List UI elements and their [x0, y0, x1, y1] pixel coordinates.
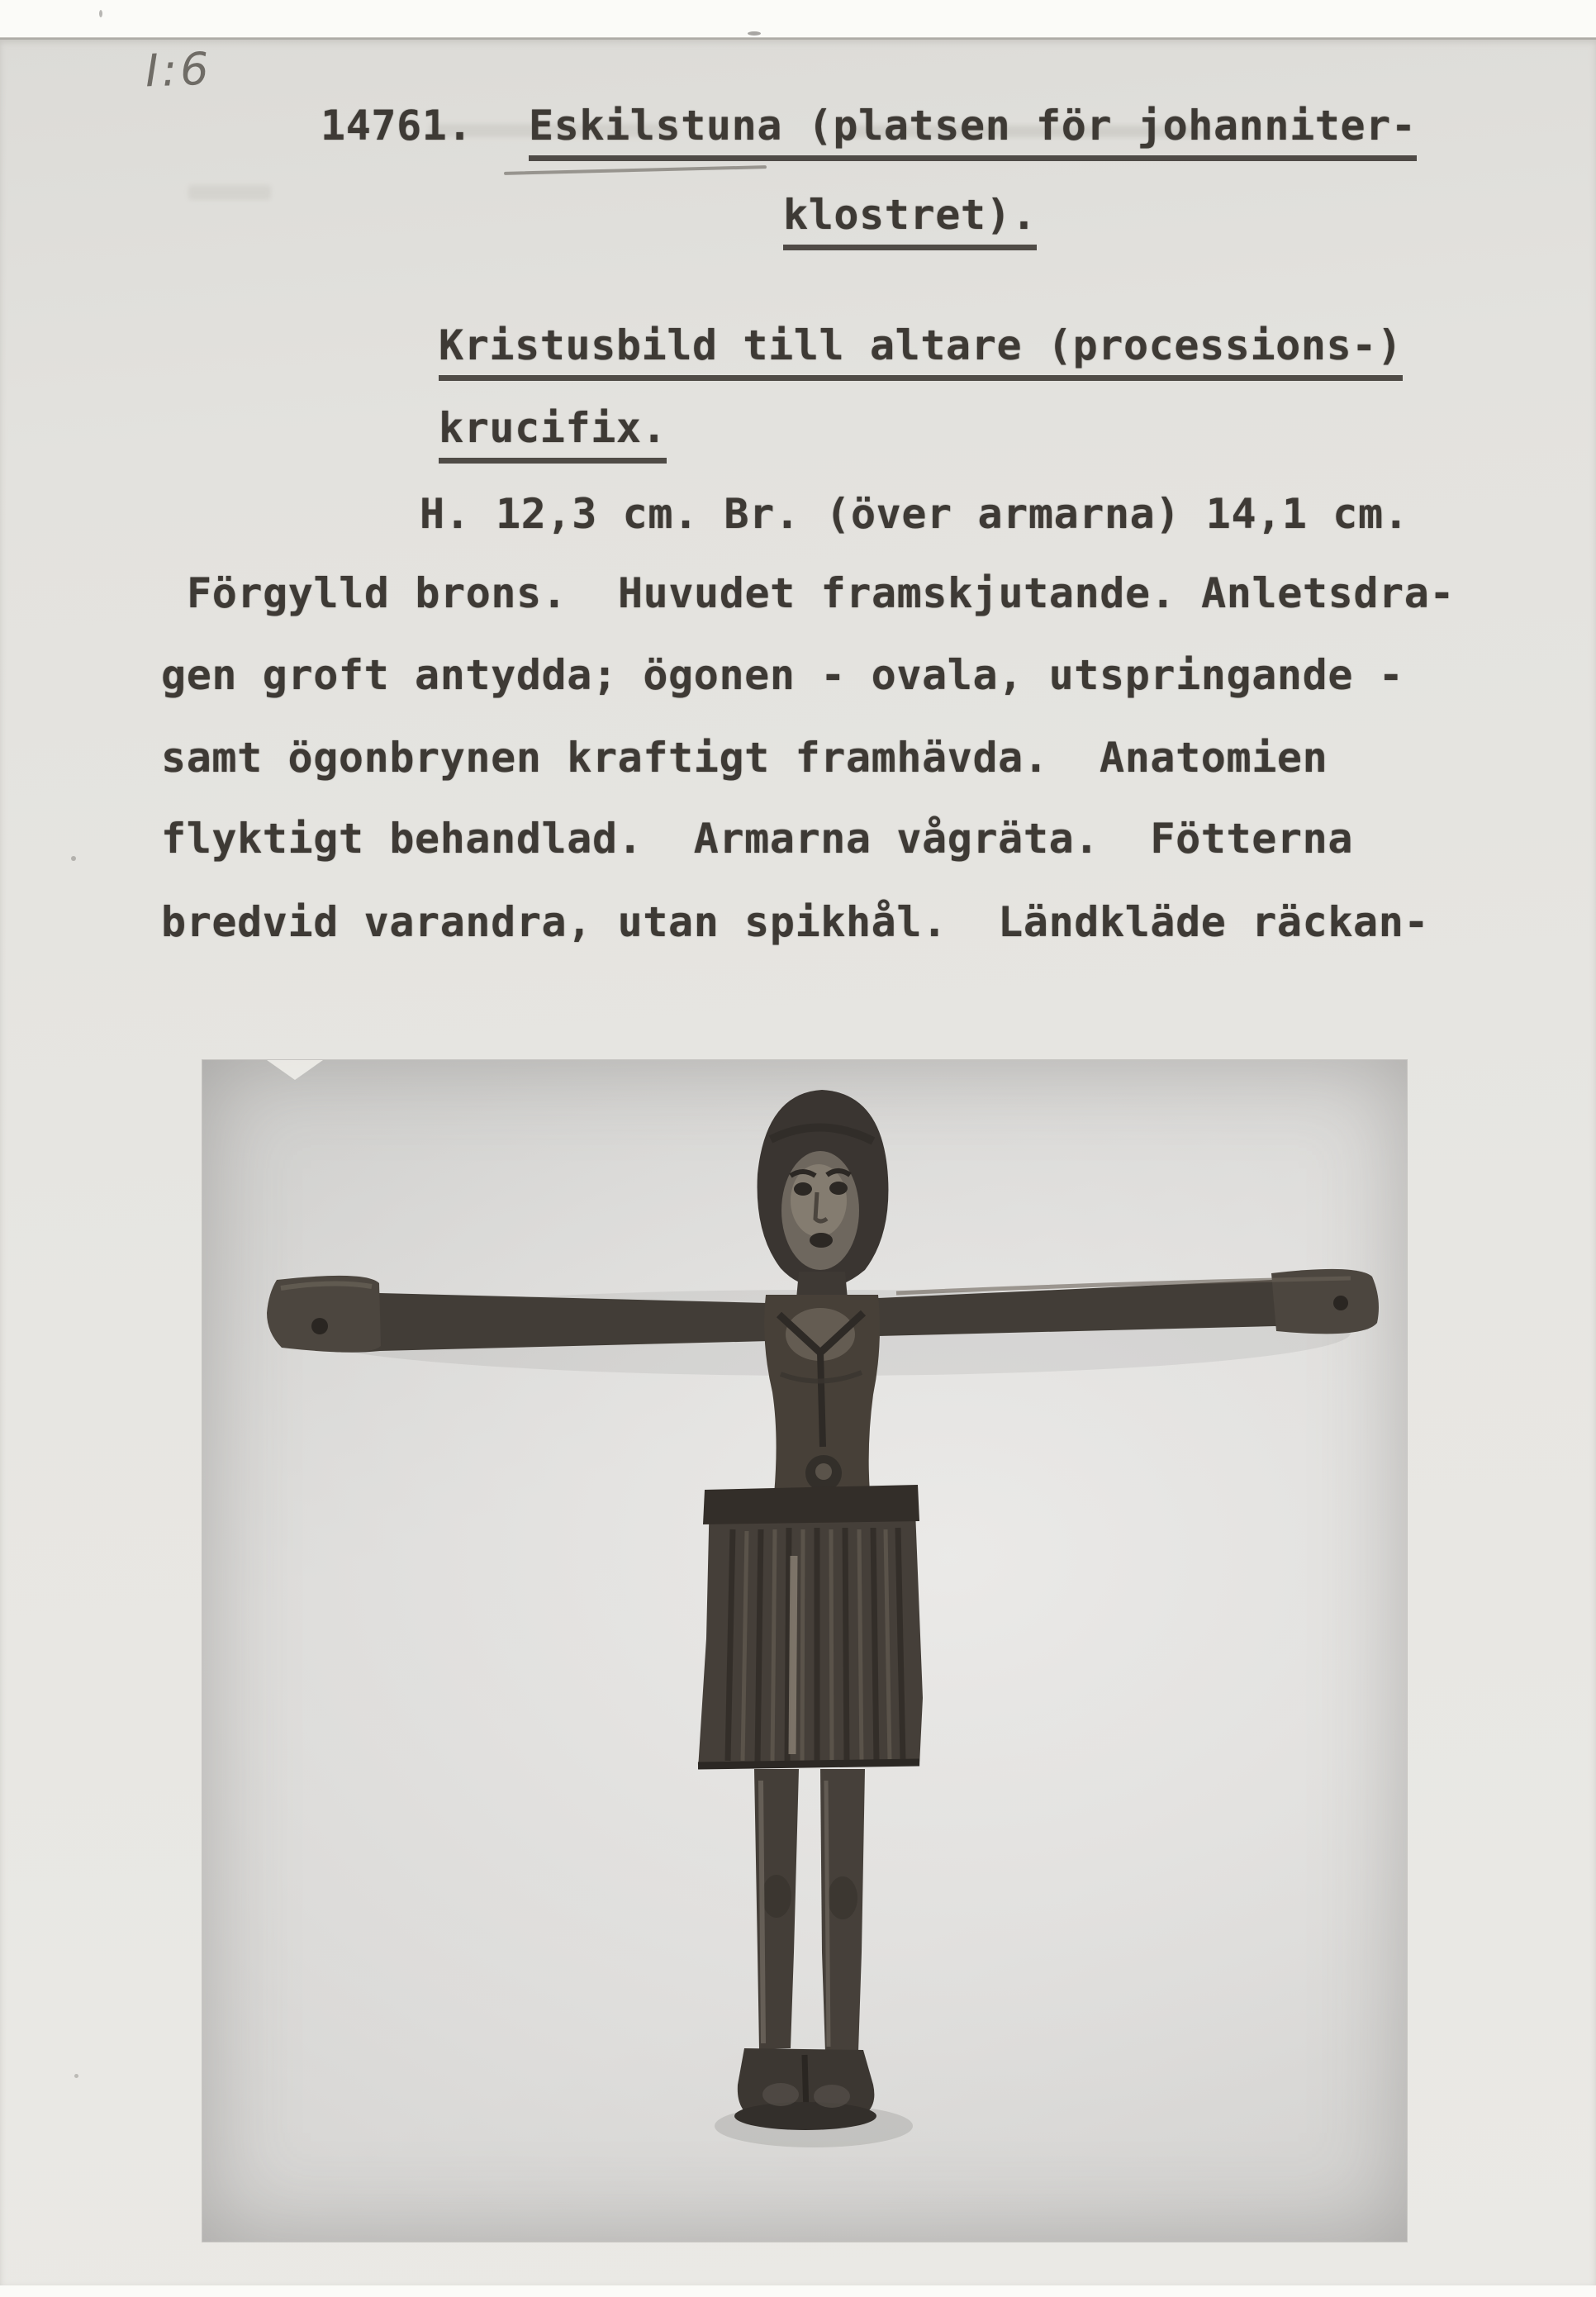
dust-speck	[99, 10, 102, 17]
dust-speck	[748, 31, 761, 36]
ink-smudge	[188, 185, 271, 200]
description-line: bredvid varandra, utan spikhål. Ländkläde räckan-	[161, 898, 1430, 946]
title-line1	[529, 102, 1417, 150]
pencil-annotation: I:6	[144, 42, 213, 97]
crucifix-photograph	[202, 1060, 1407, 2242]
object-line1	[439, 322, 1403, 370]
catalog-number: 14761.	[321, 102, 473, 150]
description-line: flyktigt behandlad. Armarna vågräta. Fötterna	[161, 815, 1354, 863]
description-line: gen groft antydda; ögonen - ovala, utspringande -	[161, 651, 1404, 699]
dust-speck	[74, 2074, 78, 2078]
title-line1-text: Eskilstuna (platsen för johanniter-	[529, 102, 1417, 161]
dust-speck	[71, 856, 76, 861]
description-line: samt ögonbrynen kraftigt framhävda. Anatomien	[161, 734, 1328, 782]
title-line2-text: klostret).	[783, 191, 1037, 250]
description-line: Förgylld brons. Huvudet framskjutande. Anletsdra-	[187, 569, 1456, 617]
dimensions-line: H. 12,3 cm. Br. (över armarna) 14,1 cm.	[420, 490, 1409, 538]
object-line1-text: Kristusbild till altare (processions-)	[439, 321, 1403, 381]
crucifix-figure	[202, 1060, 1407, 2242]
title-line2	[783, 192, 1037, 240]
object-line2	[439, 405, 667, 453]
object-line2-text: krucifix.	[439, 404, 667, 464]
